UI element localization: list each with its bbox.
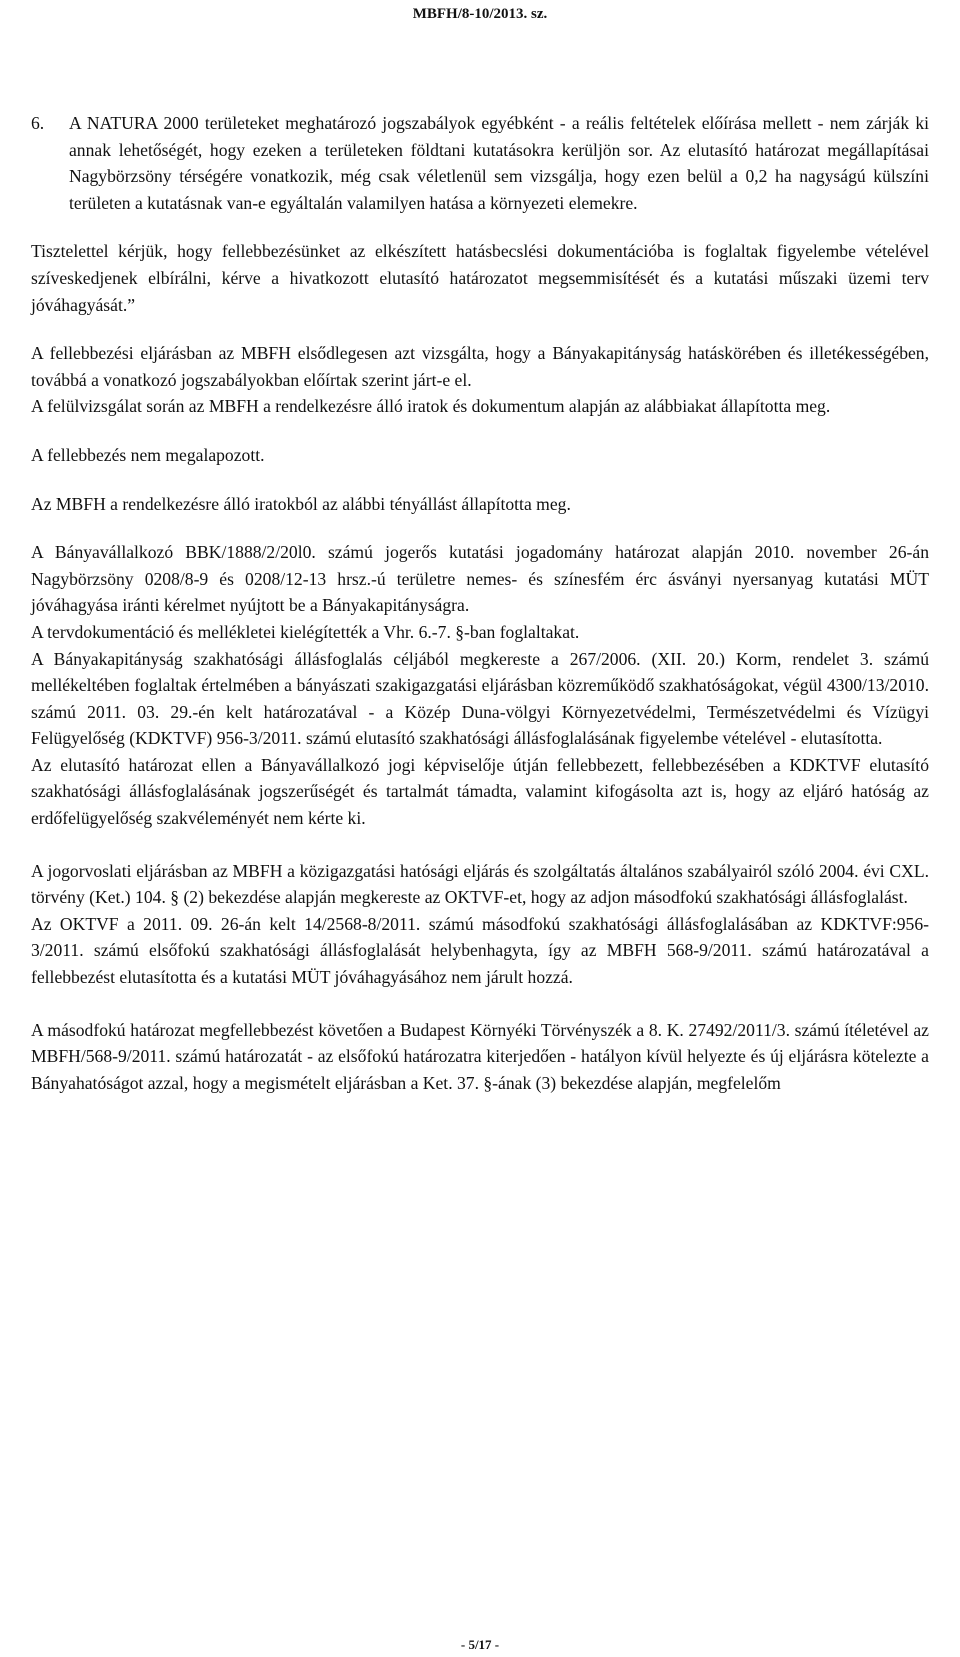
paragraph-facts-intro: Az MBFH a rendelkezésre álló iratokból az alábbi tényállást állapította meg. [31,493,571,514]
numbered-item-6 [31,110,929,216]
item-text: A NATURA 2000 területeket meghatározó jogszabályok egyébként - a reális feltételek előírása mellett - nem zárják ki annak lehetőségét, hogy ezeken a területeken földtani kutatásokra kerüljön sor. Az elutasító határozat megállapításai Nagybörzsöny térségére vonatkozik, még csak véletlenül sem vizsgálja, hogy ezen belül a 0,2 ha nagyságú külszíni területen a kutatásnak van-e egyáltalán valamilyen hatása a környezeti elemekre. [69,113,929,213]
paragraph-authority-inquiry: A Bányakapitányság szakhatósági állásfoglalás céljából megkereste a 267/2006. (XII. 20.) Korm, rendelet 3. számú mellékeltében foglaltak értelmében a bányászati szakigazgatási eljárásban közreműködő szakhatóságokat, végül 4300/13/2010. számú 2011. 03. 29.-én kelt határozatával - a Közép Duna-völgyi Környezetvédelmi, Természetvédelmi és Vízügyi Felügyelőség (KDKTVF) 956-3/2011. számú elutasító szakhatósági állásfoglalásának figyelembe vételével - elutasította. [31,648,929,749]
paragraph-oktvf-decision: Az OKTVF a 2011. 09. 26-án kelt 14/2568-8/2011. számú másodfokú szakhatósági állásfoglalásában az KDKTVF:956-3/2011. számú elsőfokú szakhatósági állásfoglalását helybenhagyta, így az MBFH 568-9/2011. számú határozatával a fellebbezést elutasította és a kutatási MÜT jóváhagyásához nem járult hozzá. [31,913,929,988]
paragraph-court-ruling: A másodfokú határozat megfellebbezést követően a Budapest Környéki Törvényszék a 8. K. 27492/2011/3. számú ítéletével az MBFH/568-9/2011. számú határozatát - az elsőfokú határozatra kiterjedően - hatályon kívül helyezte és új eljárásra kötelezte a Bányahatóságot azzal, hogy a megismételt eljárásban a Ket. 37. §-ának (3) bekezdése alapján, megfelelőm [31,1019,929,1093]
paragraph-appeal-procedure: A fellebbezési eljárásban az MBFH elsődlegesen azt vizsgálta, hogy a Bányakapitányság hatáskörében és illetékességében, továbbá a vonatkozó jogszabályokban előírtak szerint járt-e el. [31,343,929,390]
paragraph-appeal-filed: Az elutasító határozat ellen a Bányavállalkozó jogi képviselője útján fellebbezett, fellebbezésében a KDKTVF elutasító szakhatósági állásfoglalásának jogszerűségét és tartalmát támadta, valamint kifogásolta azt is, hogy az eljáró hatóság az erdőfelügyelőség szakvéleményét nem kérte ki. [31,754,929,829]
paragraph-legal-remedy: A jogorvoslati eljárásban az MBFH a közigazgatási hatósági eljárás és szolgáltatás általános szabályairól szóló 2004. évi CXL. törvény (Ket.) 104. § (2) bekezdése alapján megkereste az OKTVF-et, hogy az adjon másodfokú szakhatósági állásfoglalást. [31,860,929,908]
paragraph-request: Tisztelettel kérjük, hogy fellebbezésünket az elkészített hatásbecslési dokumentációba is foglaltak figyelembe vételével szíveskedjenek elbírálni, kérve a hivatkozott elutasító határozatot megsemmisítését és a kutatási műszaki üzemi terv jóváhagyását.” [31,241,929,315]
item-number: 6. [31,113,45,133]
document-body [31,110,929,1096]
document-reference-header: MBFH/8-10/2013. sz. [412,6,548,22]
paragraph-review: A felülvizsgálat során az MBFH a rendelkezésre álló iratok és dokumentum alapján az alábbiakat állapította meg. [31,396,831,417]
page-number: - 5/17 - [460,1637,500,1652]
paragraph-documentation: A tervdokumentáció és mellékletei kielégítették a Vhr. 6.-7. §-ban foglaltakat. [31,621,580,642]
paragraph-conclusion: A fellebbezés nem megalapozott. [31,444,265,465]
paragraph-application: A Bányavállalkozó BBK/1888/2/20l0. számú jogerős kutatási jogadomány határozat alapján 2010. november 26-án Nagybörzsöny 0208/8-9 és 0208/12-13 hrsz.-ú területre nemes- és színesfém érc ásványi nyersanyag kutatási MÜT jóváhagyása iránti kérelmet nyújtott be a Bányakapitányságra. [31,542,929,616]
